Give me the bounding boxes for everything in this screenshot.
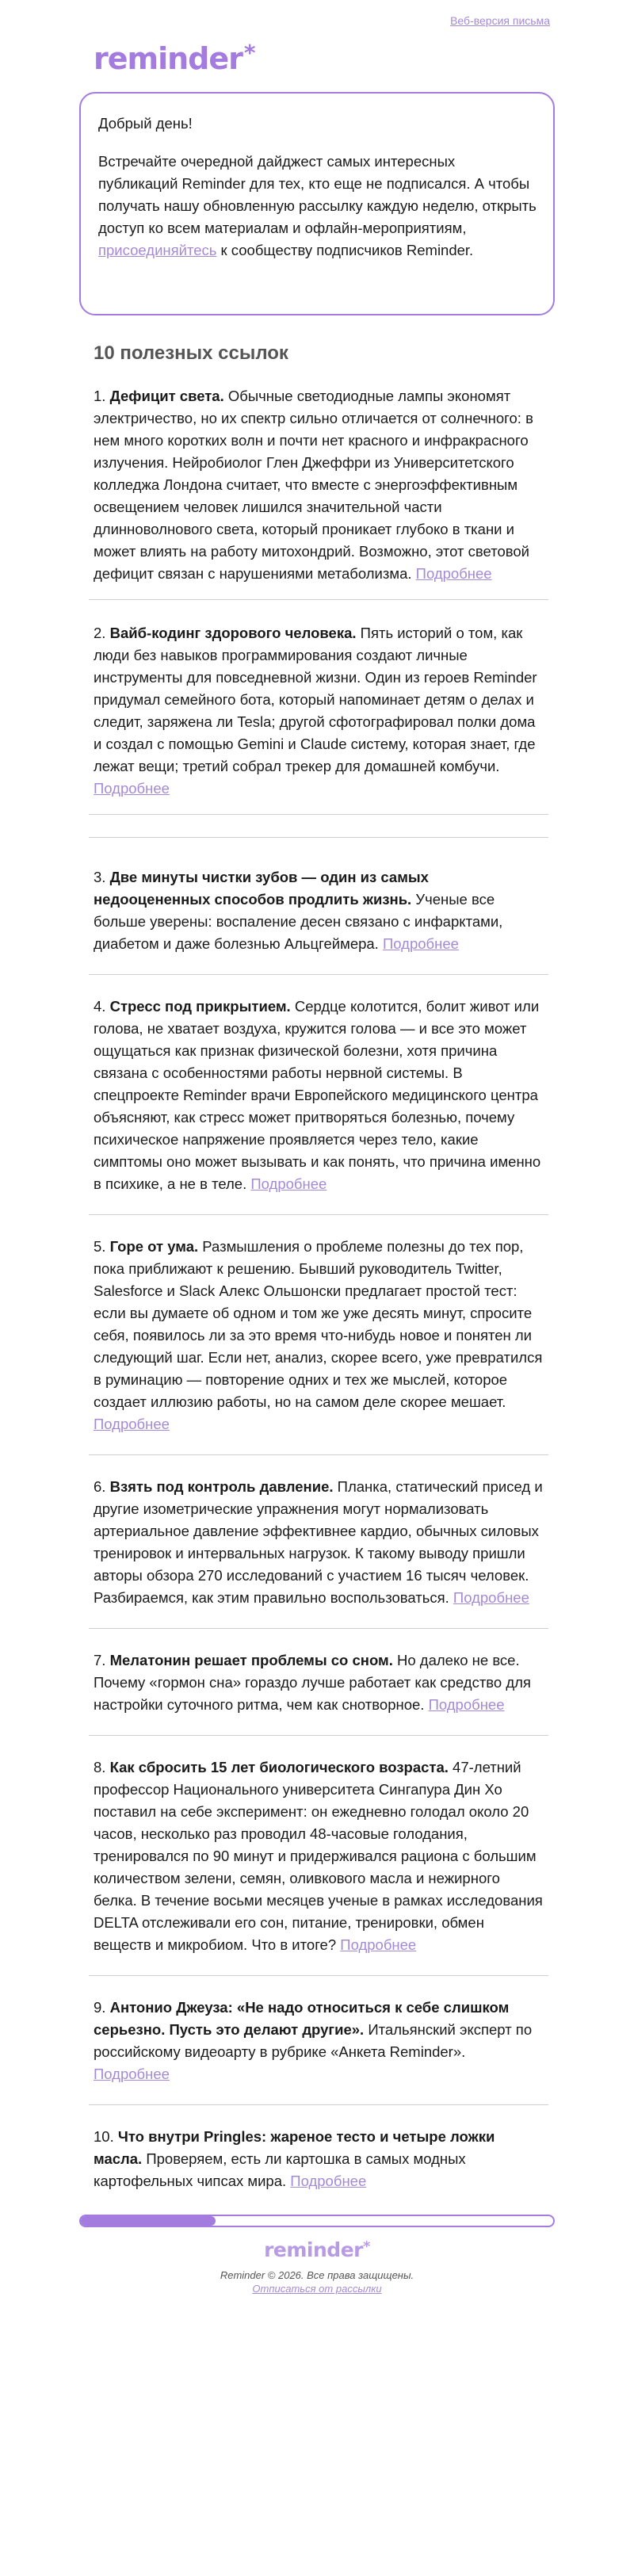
- unsubscribe-link[interactable]: Отписаться от рассылки: [252, 2283, 382, 2295]
- web-version-link[interactable]: Веб-версия письма: [450, 14, 550, 27]
- item-lead: Что внутри Pringles: жареное тесто и четыре ложки масла.: [94, 2128, 495, 2167]
- read-more-link[interactable]: Подробнее: [340, 1936, 417, 1953]
- read-more-link[interactable]: Подробнее: [453, 1589, 529, 1606]
- item-lead: Дефицит света.: [109, 388, 224, 404]
- read-more-link[interactable]: Подробнее: [94, 780, 170, 797]
- read-more-link[interactable]: Подробнее: [428, 1696, 505, 1713]
- top-bar: [0, 0, 634, 36]
- logo-star-icon: *: [243, 40, 255, 66]
- footer-copyright: Reminder © 2026. Все права защищены.: [220, 2269, 414, 2281]
- divider: [89, 1454, 548, 1455]
- item-number: 4.: [94, 998, 106, 1015]
- item-lead: Две минуты чистки зубов — один из самых недооцененных способов продлить жизнь.: [94, 869, 429, 908]
- footer-accent-bar: [79, 2215, 555, 2227]
- item-number: 5.: [94, 1238, 106, 1255]
- divider: [89, 2104, 548, 2105]
- read-more-link[interactable]: Подробнее: [415, 565, 492, 582]
- item-text: Но далеко не все. Почему «гормон сна» гораздо лучше работает как средство для настройки суточного ритма, чем как снотворное.: [94, 1652, 531, 1713]
- item-number: 9.: [94, 1999, 106, 2016]
- footer-accent-fill: [81, 2216, 216, 2226]
- list-item: [89, 866, 548, 955]
- header-brand: [0, 36, 634, 82]
- divider: [89, 837, 548, 838]
- item-number: 3.: [94, 869, 106, 885]
- footer-logo-text: reminder: [264, 2238, 363, 2261]
- read-more-link[interactable]: Подробнее: [94, 1416, 170, 1432]
- item-text: Сердце колотится, болит живот или голова, не хватает воздуха, кружится голова — и все это может ощущаться как признак физической болезни, хотя причина связана с особенностями работы нервной системы. В спецпроекте Reminder врачи Европейского медицинского центра объясняют, как стресс может притворяться болезнью, почему психическое напряжение проявляется через тело, какие симптомы оно может вызывать и как понять, что причина именно в психике, а не в теле.: [94, 998, 541, 1192]
- logo-text: reminder: [94, 41, 243, 76]
- item-number: 6.: [94, 1478, 106, 1495]
- footer: [0, 2215, 634, 2295]
- item-lead: Антонио Джеуза: «Не надо относиться к себе слишком серьезно. Пусть это делают другие».: [94, 1999, 510, 2038]
- reminder-logo[interactable]: [94, 41, 255, 76]
- intro-greeting: Добрый день!: [98, 115, 193, 132]
- item-text: Ученые все больше уверены: воспаление десен связано с инфарктами, диабетом и даже болезнью Альцгеймера.: [94, 891, 503, 952]
- list-item: [89, 385, 548, 585]
- list-item: [89, 996, 548, 1195]
- divider: [89, 599, 548, 600]
- intro-card: [79, 92, 555, 315]
- footer-unsubscribe: [0, 2283, 634, 2295]
- list-item: [89, 1997, 548, 2085]
- list-item: [89, 2126, 548, 2192]
- section-title: 10 полезных ссылок: [94, 342, 288, 364]
- item-lead: Как сбросить 15 лет биологического возраста.: [109, 1759, 449, 1775]
- item-text: Итальянский эксперт по российскому видеоарту в рубрике «Анкета Reminder».: [94, 2021, 533, 2060]
- list-item: [89, 1756, 548, 1956]
- item-text: Пять историй о том, как люди без навыков программирования создают личные инструменты для повседневной жизни. Один из героев Reminder придумал семейного бота, который напоминает детям о делах и следит, заряжена ли Tesla; другой сфотографировал полки дома и создал с помощью Gemini и Claude систему, которая знает, где лежат вещи; третий собрал трекер для домашней комбучи.: [94, 625, 537, 774]
- item-lead: Взять под контроль давление.: [109, 1478, 334, 1495]
- read-more-link[interactable]: Подробнее: [250, 1175, 327, 1192]
- divider: [89, 814, 548, 815]
- intro-text-before: Встречайте очередной дайджест самых интересных публикаций Reminder для тех, кто еще не подписался. А чтобы получать нашу обновленную рассылку каждую неделю, открыть доступ ко всем материалам и офлайн-мероприятиям,: [98, 153, 537, 236]
- divider: [89, 974, 548, 975]
- intro-text-after: к сообществу подписчиков Reminder.: [216, 242, 474, 258]
- item-text: 47-летний профессор Национального университета Сингапура Дин Хо поставил на себе эксперимент: он ежедневно голодал около 20 часов, несколько раз проводил 48-часовые голодания, тренировался по 90 минут и придерживался рациона с большим количеством зелени, семян, оливкового масла и нежирного белка. В течение восьми месяцев ученые в рамках исследования DELTA отслеживали его сон, питание, тренировки, обмен веществ и микробиом. Что в итоге?: [94, 1759, 543, 1953]
- item-number: 7.: [94, 1652, 106, 1668]
- item-text: Планка, статический присед и другие изометрические упражнения могут нормализовать артериальное давление эффективнее кардио, обычных силовых тренировок и интервальных нагрузок. К такому выводу пришли авторы обзора 270 исследований с участием 16 тысяч человек. Разбираемся, как этим правильно воспользоваться.: [94, 1478, 543, 1606]
- join-link[interactable]: присоединяйтесь: [98, 242, 217, 258]
- list-item: [89, 1649, 548, 1716]
- intro-text: [98, 151, 537, 262]
- item-text: Размышления о проблеме полезны до тех пор, пока приближают к решению. Бывший руководитель Twitter, Salesforce и Slack Алекс Ольшонски предлагает простой тест: если вы думаете об одном и том же уже десять минут, спросите себя, появилось ли за это время что-нибудь новое и понятен ли следующий шаг. Если нет, анализ, скорее всего, уже превратился в руминацию — повторение одних и тех же мыслей, которое создает иллюзию работы, но на самом деле скорее мешает.: [94, 1238, 543, 1410]
- read-more-link[interactable]: Подробнее: [290, 2173, 367, 2189]
- item-text: Проверяем, есть ли картошка в самых модных картофельных чипсах мира.: [94, 2150, 466, 2189]
- footer-logo-star-icon: *: [362, 2238, 370, 2255]
- item-number: 10.: [94, 2128, 114, 2145]
- list-item: [89, 622, 548, 800]
- item-lead: Стресс под прикрытием.: [109, 998, 291, 1015]
- read-more-link[interactable]: Подробнее: [382, 935, 459, 952]
- item-lead: Мелатонин решает проблемы со сном.: [109, 1652, 393, 1668]
- links-list: [89, 385, 548, 2192]
- list-item: [89, 1236, 548, 1435]
- item-lead: Вайб-кодинг здорового человека.: [109, 625, 357, 641]
- item-text: Обычные светодиодные лампы экономят электричество, но их спектр сильно отличается от солнечного: в нем много коротких волн и почти нет красного и инфракрасного излучения. Нейробиолог Глен Джеффри из Университетского колледжа Лондона считает, что вместе с энергоэффективным освещением человек лишился значительной части длинноволнового света, который проникает глубоко в ткани и может влиять на работу митохондрий. Возможно, этот световой дефицит связан с нарушениями метаболизма.: [94, 388, 533, 582]
- item-lead: Горе от ума.: [109, 1238, 199, 1255]
- read-more-link[interactable]: Подробнее: [94, 2066, 170, 2082]
- footer-logo[interactable]: [0, 2238, 634, 2261]
- list-item: [89, 1476, 548, 1609]
- divider: [89, 1214, 548, 1215]
- item-number: 2.: [94, 625, 106, 641]
- item-number: 1.: [94, 388, 106, 404]
- divider: [89, 1975, 548, 1976]
- divider: [89, 1628, 548, 1629]
- item-number: 8.: [94, 1759, 106, 1775]
- divider: [89, 1735, 548, 1736]
